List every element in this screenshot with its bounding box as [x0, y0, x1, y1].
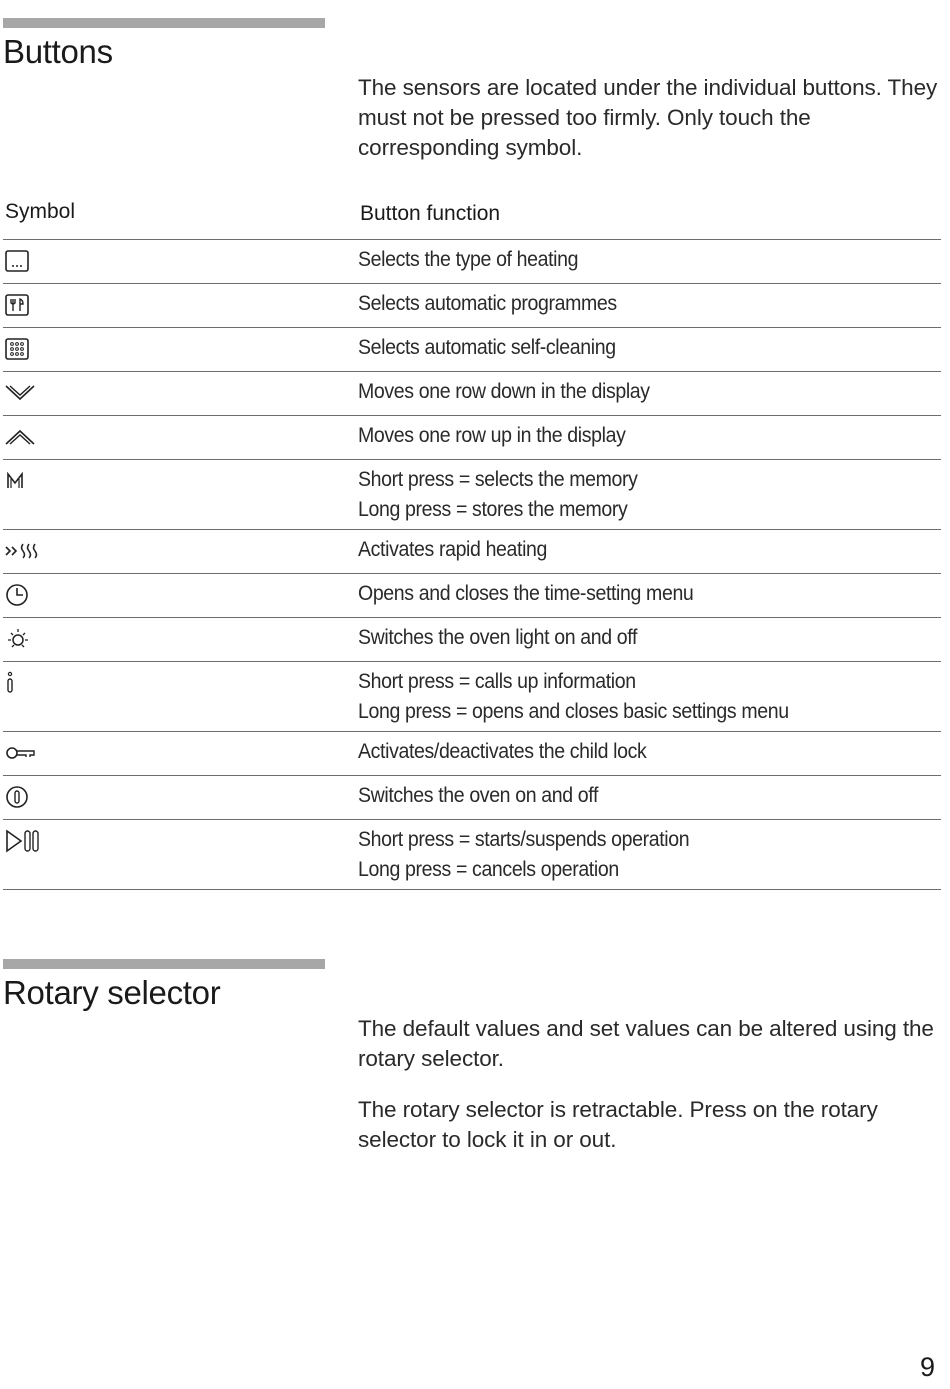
key-icon [3, 740, 39, 766]
section-bar-rotary [3, 959, 325, 969]
table-row [3, 731, 941, 775]
play-pause-icon [3, 828, 43, 854]
row-function-line1: Moves one row down in the display [358, 380, 650, 403]
table-row [3, 371, 941, 415]
memory-icon [3, 468, 33, 494]
section-bar-buttons [3, 18, 325, 28]
page-number: 9 [919, 1352, 935, 1382]
table-row [3, 529, 941, 573]
buttons-table [3, 239, 941, 890]
table-row [3, 327, 941, 371]
row-function-line2: Long press = opens and closes basic settings menu [358, 700, 789, 723]
heating-type-icon [3, 248, 33, 274]
row-function-line1: Selects automatic self-cleaning [358, 336, 616, 359]
light-icon [3, 626, 33, 652]
table-row [3, 661, 941, 731]
row-function-line1: Switches the oven light on and off [358, 626, 638, 649]
table-row [3, 283, 941, 327]
column-header-function: Button function [360, 202, 501, 225]
rotary-para-1: The default values and set values can be altered using the rotary selector. [358, 1016, 934, 1071]
table-row [3, 459, 941, 529]
row-function-line2: Long press = cancels operation [358, 858, 619, 881]
info-icon [3, 670, 33, 696]
chevron-up-icon [3, 424, 39, 450]
row-function-line1: Short press = calls up information [358, 670, 636, 693]
table-row [3, 239, 941, 283]
table-row [3, 617, 941, 661]
row-function-line1: Selects the type of heating [358, 248, 579, 271]
row-function-line1: Opens and closes the time-setting menu [358, 582, 694, 605]
row-function-line2: Long press = stores the memory [358, 498, 628, 521]
column-header-symbol: Symbol [5, 200, 76, 223]
row-function-line1: Activates rapid heating [358, 538, 548, 561]
automatic-programmes-icon [3, 292, 33, 318]
table-row [3, 819, 941, 890]
clock-icon [3, 582, 33, 608]
row-function-line1: Short press = starts/suspends operation [358, 828, 690, 851]
section-title-buttons: Buttons [3, 33, 113, 70]
row-function-line1: Moves one row up in the display [358, 424, 626, 447]
buttons-intro: The sensors are located under the individual buttons. They must not be pressed too firmly. Only touch the corresponding symbol. [358, 75, 938, 160]
table-row [3, 573, 941, 617]
self-cleaning-icon [3, 336, 33, 362]
table-row [3, 415, 941, 459]
rotary-para-2: The rotary selector is retractable. Press on the rotary selector to lock it in or out. [358, 1097, 878, 1152]
row-function-line1: Activates/deactivates the child lock [358, 740, 647, 763]
rapid-heating-icon [3, 538, 43, 564]
chevron-down-icon [3, 380, 39, 406]
power-icon [3, 784, 33, 810]
table-row [3, 775, 941, 819]
row-function-line1: Short press = selects the memory [358, 468, 638, 491]
row-function-line1: Selects automatic programmes [358, 292, 617, 315]
section-title-rotary: Rotary selector [3, 974, 221, 1011]
row-function-line1: Switches the oven on and off [358, 784, 599, 807]
